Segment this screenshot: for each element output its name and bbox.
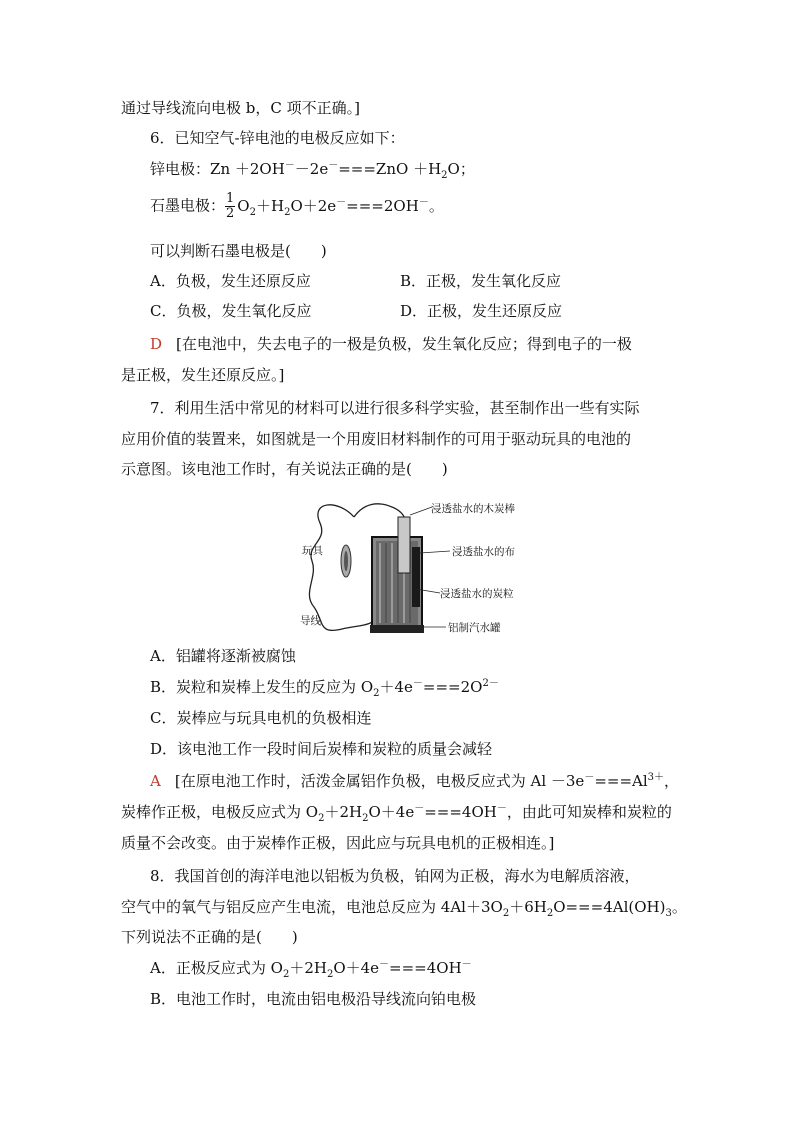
question-8-text: 空气中的氧气与铝反应产生电流，电池总反应为 [121, 898, 437, 916]
cathode-equation: $O_2+2H_2O+4e^-===4OH^-$ [305, 803, 507, 824]
zinc-electrode-reaction [150, 158, 475, 180]
question-6-ask: 可以判断石墨电极是( ) [150, 242, 327, 260]
option-7b-text: B．炭粒和炭棒上发生的反应为 [150, 678, 357, 696]
question-8-stem: 8．我国首创的海洋电池以铝板为负极，铂网为正极，海水为电解质溶液， [150, 867, 640, 885]
option-7d: D．该电池工作一段时间后炭棒和炭粒的质量会减轻 [150, 740, 493, 758]
answer-letter: A [150, 772, 161, 790]
one-half-fraction: $\frac{1}{2}$ [226, 191, 235, 221]
answer-7 [150, 770, 679, 792]
question-7-stem: 7．利用生活中常见的材料可以进行很多科学实验，甚至制作出一些有实际 [150, 399, 640, 417]
battery-diagram-svg [298, 495, 538, 640]
label-aluminum-can: 铝制汽水罐 [448, 622, 501, 634]
graphite-equation: $O_2+H_2O+2e^-===2OH^-$。 [237, 196, 444, 218]
option-8a [150, 957, 472, 979]
explanation-line: 质量不会改变。由于炭棒作正极，因此应与玩具电机的正极相连。] [121, 834, 555, 852]
option-7a: A．铝罐将逐渐被腐蚀 [150, 647, 296, 665]
question-8-stem-3: 下列说法不正确的是( ) [121, 928, 298, 946]
graphite-electrode-label: 石墨电极： [150, 196, 226, 215]
battery-diagram [298, 495, 538, 640]
explanation-text: 炭棒作正极，电极反应式为 [121, 803, 302, 821]
explanation-text: [在电池中，失去电子的一极是负极，发生氧化反应；得到电子的一极 [176, 335, 632, 353]
option-6a: A．负极，发生还原反应 [150, 272, 311, 290]
option-8b: B．电池工作时，电流由铝电极沿导线流向铂电极 [150, 990, 477, 1008]
option-7b [150, 676, 499, 698]
question-6-stem: 6．已知空气-锌电池的电极反应如下： [150, 129, 405, 147]
option-7b-equation: $O_2+4e^-===2O^{2-}$ [360, 678, 499, 699]
graphite-electrode-reaction [150, 192, 444, 221]
text-line: 通过导线流向电极 b，C 项不正确。] [121, 99, 360, 117]
label-toy: 玩具 [302, 545, 323, 557]
option-6b: B．正极，发生氧化反应 [400, 272, 562, 290]
explanation-line [121, 801, 672, 823]
explanation-line: 是正极，发生还原反应。] [121, 366, 285, 384]
answer-6 [150, 333, 632, 355]
label-wire: 导线 [300, 615, 321, 627]
question-7-stem-3: 示意图。该电池工作时，有关说法正确的是( ) [121, 460, 448, 478]
option-7c: C．炭棒应与玩具电机的负极相连 [150, 709, 372, 727]
option-8a-equation: $O_2+2H_2O+4e^-===4OH^-$ [270, 959, 472, 980]
explanation-text: ，由此可知炭棒和炭粒的 [506, 803, 672, 821]
option-6d: D．正极，发生还原反应 [400, 302, 563, 320]
answer-letter: D [150, 335, 163, 353]
zinc-electrode-label: 锌电极： [150, 160, 211, 178]
label-charcoal-rod: 浸透盐水的木炭棒 [431, 503, 515, 515]
label-salt-cloth: 浸透盐水的布 [452, 546, 515, 558]
label-carbon-particles: 浸透盐水的炭粒 [440, 588, 514, 600]
overall-equation: $4Al+3O_2+6H_2O===4Al(OH)_3$。 [440, 898, 687, 919]
question-7-stem-2: 应用价值的装置来，如图就是一个用废旧材料制作的可用于驱动玩具的电池的 [121, 430, 632, 448]
aluminum-equation: $Al -3e^-===Al^{3+}$， [530, 772, 680, 790]
option-8a-text: A．正极反应式为 [150, 959, 266, 977]
option-6c: C．负极，发生氧化反应 [150, 302, 312, 320]
question-8-stem-2 [121, 896, 687, 918]
explanation-text: [在原电池工作时，活泼金属铝作负极，电极反应式为 [174, 772, 526, 790]
zinc-equation: $Zn +2OH^--2e^-===ZnO +H_2O$； [210, 160, 475, 181]
